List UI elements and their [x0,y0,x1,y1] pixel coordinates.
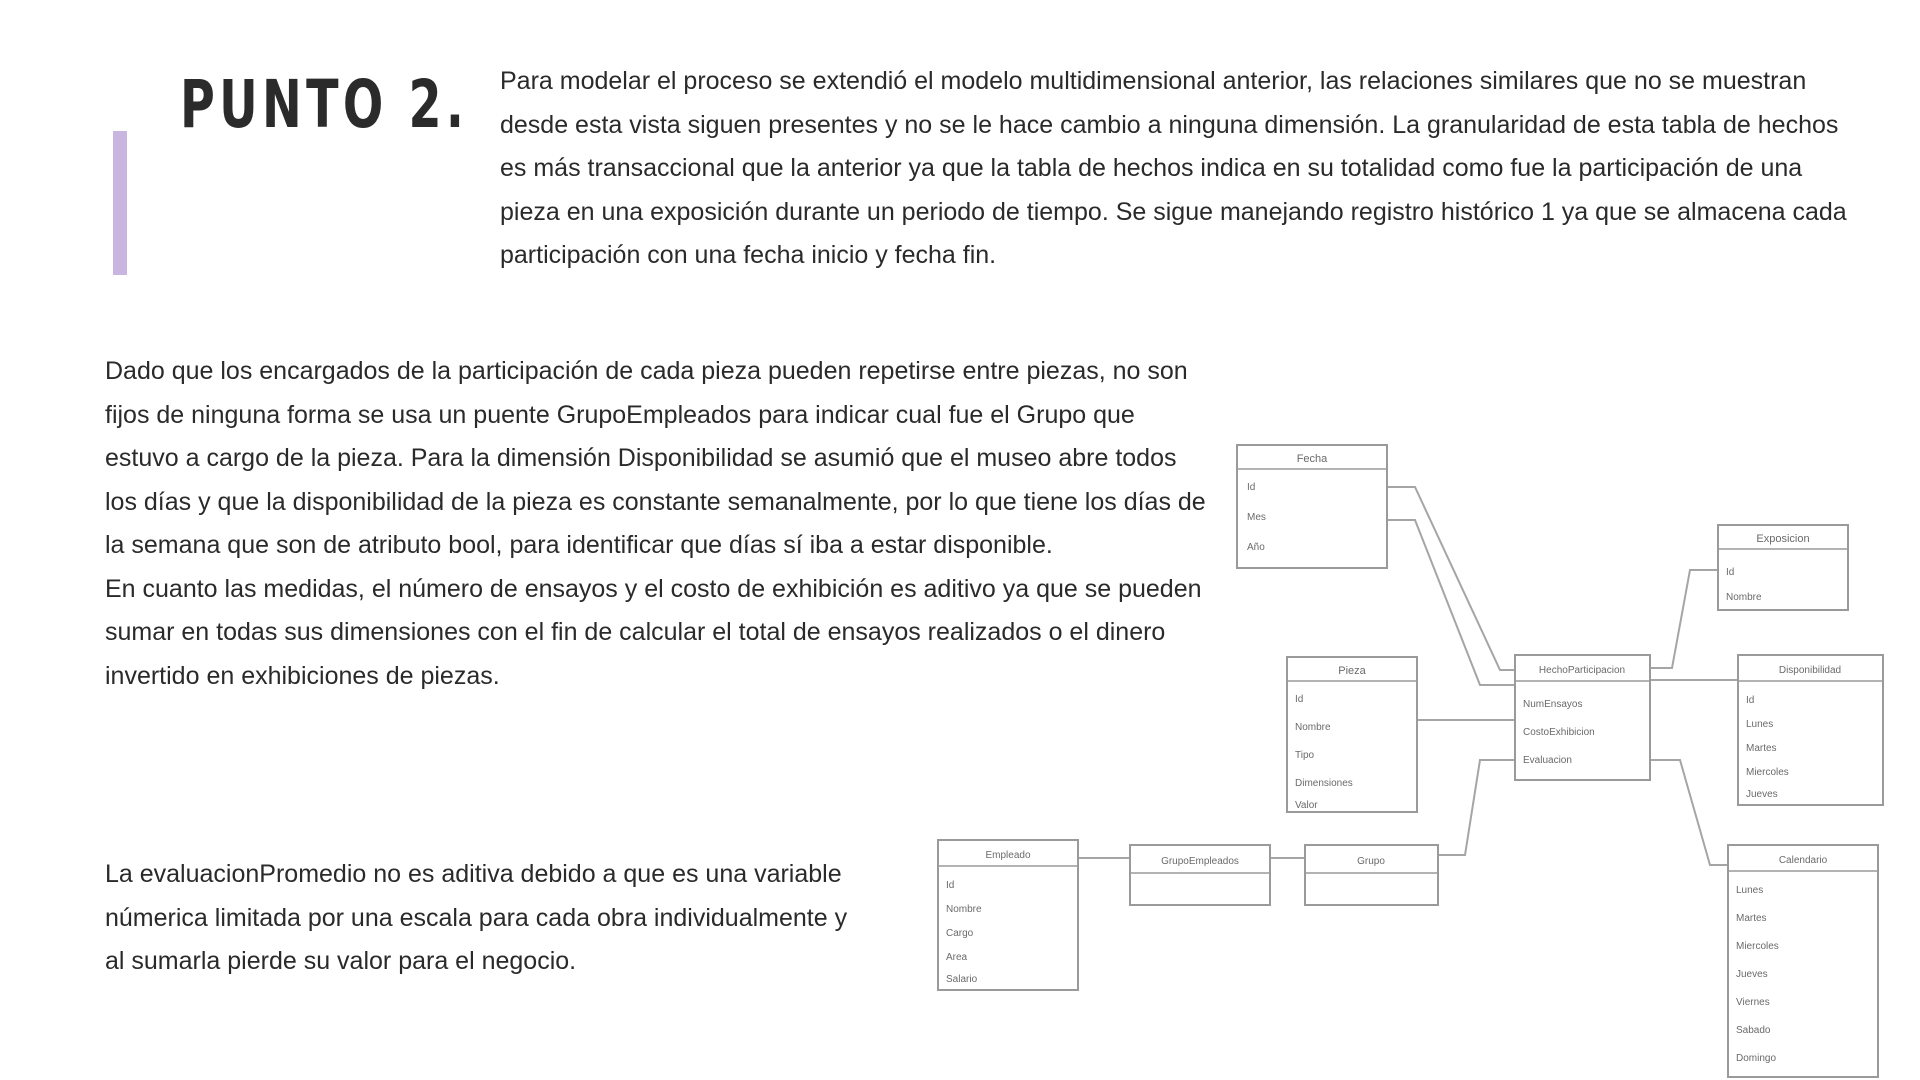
table-header: Exposicion [1756,533,1810,545]
body-paragraph: En cuanto las medidas, el número de ensayos y el costo de exhibición es aditivo ya que se pueden sumar en todas sus dimensiones con el fin de calcular el total de ensayos realizados o el dinero invertido en exhibiciones de piezas. [105,574,1202,690]
table-grupo [1305,845,1438,905]
table-row: Id [1726,567,1735,578]
table-header: GrupoEmpleados [1161,856,1239,867]
table-row: Viernes [1736,997,1770,1008]
table-row: Año [1247,542,1265,553]
table-row: Mes [1247,512,1266,523]
relation-hecho-grupo [1438,760,1515,855]
table-header: Disponibilidad [1778,665,1842,676]
closing-paragraph: La evaluacionPromedio no es aditiva debido a que es una variable númerica limitada por una escala para cada obra individualmente y al sumarla pierde su valor para el negocio. [105,860,848,975]
intro-paragraph: Para modelar el proceso se extendió el modelo multidimensional anterior, las relaciones similares que no se muestran desde esta vista siguen presentes y no se le hace cambio a ninguna dimensión. La granularidad de esta tabla de hechos es más transaccional que la anterior ya que la tabla de hechos indica en su totalidad como fue la participación de una pieza en una exposición durante un periodo de tiempo. Se sigue manejando registro histórico 1 ya que se almacena cada participación con una fecha inicio y fecha fin. [500,67,1847,269]
table-row: Id [1746,695,1755,706]
table-header: Empleado [985,850,1031,861]
table-row: Nombre [1726,592,1762,603]
table-grupoempleados [1130,845,1270,905]
table-row: Id [946,880,955,891]
table-row: Martes [1746,743,1777,754]
table-header: Pieza [1338,665,1366,677]
table-row: Id [1247,482,1256,493]
table-header: Fecha [1296,453,1328,465]
relation-fecha-hecho [1387,487,1515,670]
body-paragraph: Dado que los encargados de la participación de cada pieza pueden repetirse entre piezas, no son fijos de ninguna forma se usa un puente GrupoEmpleados para indicar cual fue el Grupo que estuvo a cargo de la pieza. Para la dimensión Disponibilidad se asumió que el museo abre todos los días y que la disponibilidad de la pieza es constante semanalmente, por lo que tiene los días de la semana que son de atributo bool, para identificar que días sí iba a estar disponible. [105,357,1206,559]
table-row: CostoExhibicion [1523,727,1595,738]
table-row: Martes [1736,913,1767,924]
table-row: Nombre [946,904,982,915]
table-row: Id [1295,694,1304,705]
table-empleado [938,840,1078,990]
table-row: Nombre [1295,722,1331,733]
table-row: Salario [946,974,978,985]
table-row: Valor [1295,800,1318,811]
table-disponibilidad [1738,655,1883,805]
slide-title: PUNTO 2. [180,66,469,143]
table-row: Evaluacion [1523,755,1572,766]
table-calendario [1728,845,1878,1077]
table-header: Calendario [1778,855,1828,866]
table-row: Miercoles [1736,941,1779,952]
table-hecho [1515,655,1650,780]
table-header: Grupo [1357,856,1385,867]
table-row: Domingo [1736,1053,1777,1064]
table-header: HechoParticipacion [1538,665,1626,676]
table-row: Sabado [1736,1025,1771,1036]
table-row: Lunes [1746,719,1774,730]
table-pieza [1287,657,1417,812]
table-row: Miercoles [1746,767,1789,778]
table-row: Lunes [1736,885,1764,896]
relation-hecho-exposicion [1650,570,1718,668]
table-row: Jueves [1746,789,1778,800]
table-fecha [1237,445,1387,568]
table-row: Area [946,952,968,963]
relation-hecho-calendario [1650,760,1728,865]
table-row: Tipo [1295,750,1315,761]
table-row: Dimensiones [1295,778,1353,789]
table-row: NumEnsayos [1523,699,1583,710]
table-row: Jueves [1736,969,1768,980]
table-exposicion [1718,525,1848,610]
table-row: Cargo [946,928,974,939]
